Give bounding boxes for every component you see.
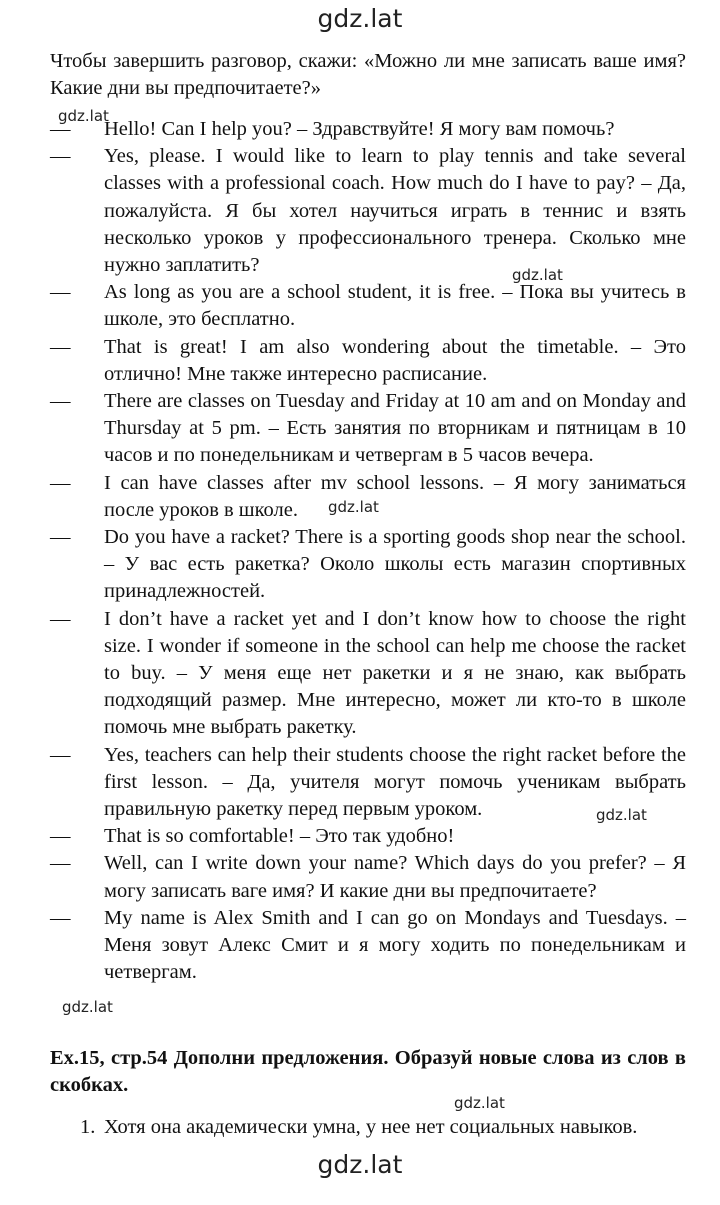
dialog-line xyxy=(50,524,686,606)
watermark: gdz.lat xyxy=(62,998,113,1016)
dialog-line xyxy=(50,334,686,388)
dialog-line-text: That is great! I am also wondering about the timetable. – Это отлично! Мне также интересно расписание. xyxy=(104,335,686,385)
dialog-line xyxy=(50,905,686,987)
exercise-item xyxy=(80,1114,686,1141)
item-number: 1. xyxy=(80,1116,96,1138)
dash: — xyxy=(50,335,71,358)
dash: — xyxy=(50,743,71,766)
dash: — xyxy=(50,145,71,168)
exercise-heading: Ex.15, стр.54 Дополни предложения. Образуй новые слова из слов в скобках. xyxy=(50,1047,686,1096)
dash: — xyxy=(50,825,71,848)
dialog-line xyxy=(50,143,686,279)
watermark: gdz.lat xyxy=(328,498,379,516)
dash: — xyxy=(50,390,71,413)
dialog-line-text: Do you have a racket? There is a sporting goods shop near the school. – У вас есть ракетка? Около школы есть магазин спортивных принадлежностей. xyxy=(104,526,686,603)
item-text: Хотя она академически умна, у нее нет социальных навыков. xyxy=(104,1116,638,1138)
watermark: gdz.lat xyxy=(596,806,647,824)
dash: — xyxy=(50,118,71,140)
dialog-line xyxy=(50,116,686,143)
dialog-list xyxy=(50,116,686,987)
intro-paragraph: Чтобы завершить разговор, скажи: «Можно ли мне записать ваше имя? Какие дни вы предпочитаете?» xyxy=(50,50,686,100)
dialog-line xyxy=(50,742,686,824)
dialog-line-text: That is so comfortable! – Это так удобно! xyxy=(104,825,455,848)
watermark: gdz.lat xyxy=(58,107,109,125)
dialog-line xyxy=(50,850,686,904)
dialog-line-text: Yes, teachers can help their students choose the right racket before the first lesson. – Да, учителя могут помочь ученикам выбрать правильную ракетку перед первым уроком. xyxy=(104,743,686,821)
dialog-line-text: I don’t have a racket yet and I don’t know how to choose the right size. I wonder if someone in the school can help me choose the racket to buy. – У меня еще нет ракетки и я не знаю, как выбрать подходящий размер. Мне интересно, может ли кто-то в школе помочь мне выбрать ракетку. xyxy=(104,607,686,739)
dialog-line xyxy=(50,279,686,333)
dialog-line-text: As long as you are a school student, it is free. – Пока вы учитесь в школе, это бесплатно. xyxy=(104,281,686,331)
dash: — xyxy=(50,852,71,875)
dash: — xyxy=(50,471,71,494)
watermark: gdz.lat xyxy=(512,266,563,284)
dialog-line-text: Well, can I write down your name? Which days do you prefer? – Я могу записать ваге имя? И какие дни вы предпочитаете? xyxy=(104,852,686,902)
dash: — xyxy=(50,607,71,630)
watermark-top: gdz.lat xyxy=(317,4,403,33)
dash: — xyxy=(50,526,71,549)
watermark-bottom: gdz.lat xyxy=(317,1150,403,1179)
dialog-line-text: Hello! Can I help you? – Здравствуйте! Я могу вам помочь? xyxy=(104,118,615,140)
dialog-line-text: My name is Alex Smith and I can go on Mondays and Tuesdays. – Меня зовут Алекс Смит и я могу ходить по понедельникам и четвергам. xyxy=(104,906,686,984)
dialog-line-text: There are classes on Tuesday and Friday at 10 am and on Monday and Thursday at 5 pm. – Есть занятия по вторникам и пятницам в 10 часов и по понедельникам и четвергам в 5 часов вечера. xyxy=(104,390,686,467)
dash: — xyxy=(50,281,71,304)
dialog-line-text: Yes, please. I would like to learn to play tennis and take several classes with a professional coach. How much do I have to pay? – Да, пожалуйста. Я бы хотел научиться играть в теннис и взять несколько уроков у профессионального тренера. Сколько мне нужно заплатить? xyxy=(104,145,686,277)
watermark: gdz.lat xyxy=(454,1094,505,1112)
dialog-line-text: I can have classes after mv school lessons. – Я могу заниматься после уроков в школе. xyxy=(104,471,686,521)
dialog-line xyxy=(50,823,686,850)
dash: — xyxy=(50,906,71,929)
dialog-line xyxy=(50,606,686,742)
dialog-line xyxy=(50,388,686,470)
